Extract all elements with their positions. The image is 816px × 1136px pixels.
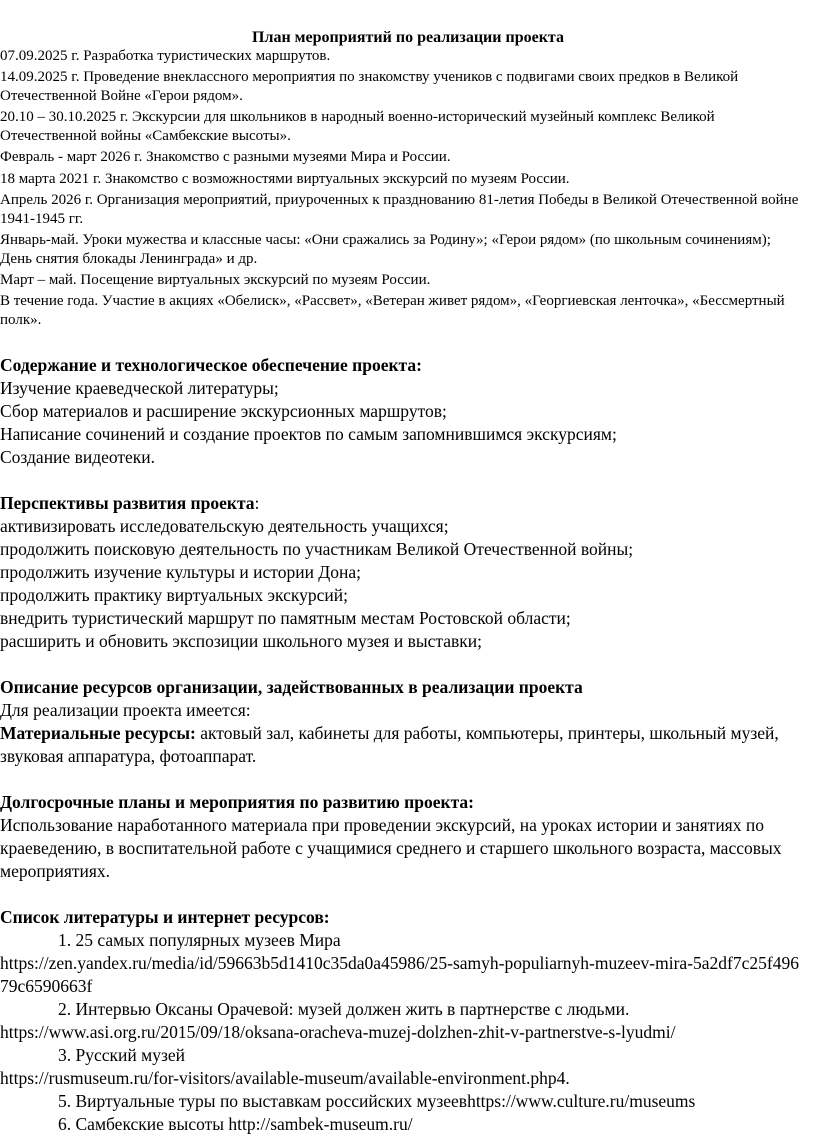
literature-item-link[interactable]: https://www.asi.org.ru/2015/09/18/oksana-oracheva-muzej-dolzhen-zhit-v-partnerstve-s-lyudmi/ bbox=[0, 1021, 676, 1042]
longterm-heading: Долгосрочные планы и мероприятия по развитию проекта: bbox=[0, 791, 474, 812]
perspective-line: внедрить туристический маршрут по памятным местам Ростовской области; bbox=[0, 607, 571, 628]
content-line: Написание сочинений и создание проектов по самым запомнившимся экскурсиям; bbox=[0, 423, 617, 444]
plan-item: 20.10 – 30.10.2025 г. Экскурсии для школьников в народный военно-исторический музейный комплекс Великой Отечественной войны «Самбекские высоты». bbox=[0, 109, 715, 144]
content-section bbox=[0, 354, 806, 469]
literature-item-title: 6. Самбекские высоты http://sambek-museum.ru/ bbox=[58, 1113, 413, 1134]
material-resources-paragraph bbox=[0, 722, 806, 768]
plan-item: Март – май. Посещение виртуальных экскурсий по музеям России. bbox=[0, 271, 431, 288]
longterm-text: Использование наработанного материала при проведении экскурсий, на уроках истории и занятиях по краеведению, в воспитательной работе с учащимися среднего и старшего школьного возраста, массовых мероприятиях. bbox=[0, 814, 782, 881]
resources-section bbox=[0, 676, 806, 768]
plan-item: Февраль - март 2026 г. Знакомство с разными музеями Мира и России. bbox=[0, 149, 451, 166]
plan-item: 14.09.2025 г. Проведение внеклассного мероприятия по знакомству учеников с подвигами своих предков в Великой Отечественной Войне «Герои рядом». bbox=[0, 69, 739, 104]
perspective-line: продолжить изучение культуры и истории Дона; bbox=[0, 561, 361, 582]
material-resources-label: Материальные ресурсы: bbox=[0, 722, 196, 743]
perspectives-heading: Перспективы развития проекта bbox=[0, 492, 255, 513]
page-title: План мероприятий по реализации проекта bbox=[252, 29, 564, 46]
perspective-line: продолжить поисковую деятельность по участникам Великой Отечественной войны; bbox=[0, 538, 634, 559]
perspective-line: продолжить практику виртуальных экскурсий; bbox=[0, 584, 348, 605]
literature-item-title: 1. 25 самых популярных музеев Мира bbox=[58, 929, 341, 950]
literature-item-title: 5. Виртуальные туры по выставкам российских музеевhttps://www.culture.ru/museums bbox=[58, 1090, 696, 1111]
document-page bbox=[0, 28, 806, 1136]
literature-item-title: 3. Русский музей bbox=[58, 1044, 185, 1065]
perspectives-section bbox=[0, 492, 806, 653]
perspectives-heading-line bbox=[0, 492, 806, 515]
perspective-line: расширить и обновить экспозиции школьного музея и выставки; bbox=[0, 630, 482, 651]
material-resources-text: актовый зал, кабинеты для работы, компьютеры, принтеры, школьный музей, звуковая аппаратура, фотоаппарат. bbox=[0, 722, 779, 766]
content-line: Изучение краеведческой литературы; bbox=[0, 377, 279, 398]
resources-heading: Описание ресурсов организации, задействованных в реализации проекта bbox=[0, 676, 583, 697]
plan-item: 07.09.2025 г. Разработка туристических маршрутов. bbox=[0, 48, 331, 64]
plan-item: Апрель 2026 г. Организация мероприятий, приуроченных к празднованию 81-летия Победы в Великой Отечественной войне 1941-1945 гг. bbox=[0, 191, 799, 227]
content-line: Создание видеотеки. bbox=[0, 446, 156, 467]
plan-item: 18 марта 2021 г. Знакомство с возможностями виртуальных экскурсий по музеям России. bbox=[0, 170, 570, 187]
resources-intro: Для реализации проекта имеется: bbox=[0, 699, 251, 720]
plan-item: Январь-май. Уроки мужества и классные часы: «Они сражались за Родину»; «Герои рядом» (по школьным сочинениям); День снятия блокады Ленинграда» и др. bbox=[0, 231, 771, 267]
literature-item-title: 2. Интервью Оксаны Орачевой: музей должен жить в партнерстве с людьми. bbox=[58, 998, 630, 1019]
literature-item-link[interactable]: https://zen.yandex.ru/media/id/59663b5d1410c35da0a45986/25-samyh-populiarnyh-muzeev-mira-5a2df7c25f49679c6590663f bbox=[0, 952, 799, 996]
perspective-line: активизировать исследовательскую деятельность учащихся; bbox=[0, 515, 449, 536]
literature-item-link[interactable]: https://rusmuseum.ru/for-visitors/available-museum/available-environment.php4. bbox=[0, 1067, 570, 1088]
plan-list bbox=[0, 47, 806, 330]
longterm-section bbox=[0, 791, 806, 883]
literature-section bbox=[0, 906, 806, 1136]
literature-heading: Список литературы и интернет ресурсов: bbox=[0, 906, 330, 927]
content-line: Сбор материалов и расширение экскурсионных маршрутов; bbox=[0, 400, 447, 421]
content-heading: Содержание и технологическое обеспечение проекта: bbox=[0, 354, 422, 375]
perspectives-heading-colon: : bbox=[254, 492, 260, 513]
plan-item: В течение года. Участие в акциях «Обелиск», «Рассвет», «Ветеран живет рядом», «Георгиевская ленточка», «Бессмертный полк». bbox=[0, 293, 785, 328]
